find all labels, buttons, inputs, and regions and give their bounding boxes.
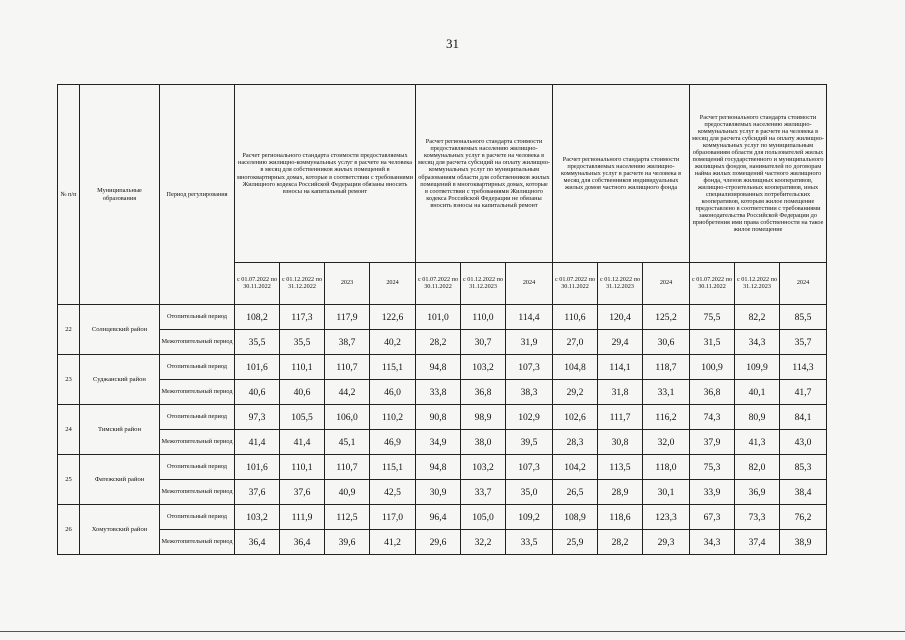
value-cell: 110,7 bbox=[325, 455, 370, 480]
value-cell: 39,5 bbox=[506, 430, 553, 455]
value-cell: 82,2 bbox=[735, 305, 780, 330]
value-cell: 34,3 bbox=[690, 530, 735, 555]
value-cell: 34,3 bbox=[735, 330, 780, 355]
value-cell: 38,0 bbox=[461, 430, 506, 455]
value-cell: 108,9 bbox=[553, 505, 598, 530]
table-row bbox=[58, 380, 827, 405]
value-cell: 107,3 bbox=[506, 455, 553, 480]
period-label: Межотопительный период bbox=[160, 330, 235, 355]
value-cell: 111,7 bbox=[598, 405, 643, 430]
value-cell: 114,4 bbox=[506, 305, 553, 330]
value-cell: 103,2 bbox=[235, 505, 280, 530]
value-cell: 110,2 bbox=[370, 405, 416, 430]
period-label: Межотопительный период bbox=[160, 480, 235, 505]
value-cell: 84,1 bbox=[780, 405, 827, 430]
value-cell: 37,4 bbox=[735, 530, 780, 555]
value-cell: 28,2 bbox=[416, 330, 461, 355]
value-cell: 41,2 bbox=[370, 530, 416, 555]
value-cell: 112,5 bbox=[325, 505, 370, 530]
value-cell: 37,9 bbox=[690, 430, 735, 455]
value-cell: 67,3 bbox=[690, 505, 735, 530]
value-cell: 40,2 bbox=[370, 330, 416, 355]
value-cell: 36,4 bbox=[280, 530, 325, 555]
value-cell: 29,3 bbox=[643, 530, 690, 555]
value-cell: 94,8 bbox=[416, 355, 461, 380]
value-cell: 41,4 bbox=[235, 430, 280, 455]
period-label: Отопительный период bbox=[160, 505, 235, 530]
value-cell: 110,7 bbox=[325, 355, 370, 380]
value-cell: 26,5 bbox=[553, 480, 598, 505]
page-edge-line bbox=[0, 631, 905, 632]
header-group-1: Расчет регионального стандарта стоимости предоставляемых населению жилищно-коммунальных услуг в расчете на человека в месяц для собственников жилых помещений в многоквартирных домах, которые в соответствии с требованиями Жилищного кодекса Российской Федерации обязаны вносить взносы на капитальный ремонт bbox=[235, 85, 416, 263]
value-cell: 105,0 bbox=[461, 505, 506, 530]
value-cell: 101,6 bbox=[235, 355, 280, 380]
row-number: 22 bbox=[58, 305, 80, 355]
value-cell: 35,5 bbox=[235, 330, 280, 355]
value-cell: 33,5 bbox=[506, 530, 553, 555]
table-row bbox=[58, 355, 827, 380]
value-cell: 39,6 bbox=[325, 530, 370, 555]
value-cell: 109,2 bbox=[506, 505, 553, 530]
value-cell: 43,0 bbox=[780, 430, 827, 455]
subheader: с 01.07.2022 по 30.11.2022 bbox=[553, 263, 598, 305]
value-cell: 118,6 bbox=[598, 505, 643, 530]
value-cell: 116,2 bbox=[643, 405, 690, 430]
value-cell: 73,3 bbox=[735, 505, 780, 530]
value-cell: 30,7 bbox=[461, 330, 506, 355]
value-cell: 41,3 bbox=[735, 430, 780, 455]
value-cell: 36,8 bbox=[461, 380, 506, 405]
value-cell: 38,9 bbox=[780, 530, 827, 555]
value-cell: 29,6 bbox=[416, 530, 461, 555]
subheader: с 01.12.2022 по 31.12.2023 bbox=[598, 263, 643, 305]
value-cell: 101,6 bbox=[235, 455, 280, 480]
value-cell: 117,9 bbox=[325, 305, 370, 330]
value-cell: 45,1 bbox=[325, 430, 370, 455]
value-cell: 76,2 bbox=[780, 505, 827, 530]
value-cell: 42,5 bbox=[370, 480, 416, 505]
value-cell: 31,5 bbox=[690, 330, 735, 355]
district-name: Суджанский район bbox=[80, 355, 160, 405]
table-row bbox=[58, 530, 827, 555]
value-cell: 123,3 bbox=[643, 505, 690, 530]
row-number: 23 bbox=[58, 355, 80, 405]
value-cell: 102,9 bbox=[506, 405, 553, 430]
row-number: 26 bbox=[58, 505, 80, 555]
value-cell: 118,0 bbox=[643, 455, 690, 480]
value-cell: 41,7 bbox=[780, 380, 827, 405]
value-cell: 36,8 bbox=[690, 380, 735, 405]
value-cell: 44,2 bbox=[325, 380, 370, 405]
period-label: Межотопительный период bbox=[160, 530, 235, 555]
value-cell: 29,4 bbox=[598, 330, 643, 355]
value-cell: 115,1 bbox=[370, 455, 416, 480]
value-cell: 32,2 bbox=[461, 530, 506, 555]
value-cell: 120,4 bbox=[598, 305, 643, 330]
value-cell: 46,9 bbox=[370, 430, 416, 455]
value-cell: 29,2 bbox=[553, 380, 598, 405]
district-name: Хомутовский район bbox=[80, 505, 160, 555]
value-cell: 40,9 bbox=[325, 480, 370, 505]
period-label: Отопительный период bbox=[160, 455, 235, 480]
value-cell: 74,3 bbox=[690, 405, 735, 430]
district-name: Солнцевский район bbox=[80, 305, 160, 355]
period-label: Отопительный период bbox=[160, 355, 235, 380]
value-cell: 100,9 bbox=[690, 355, 735, 380]
value-cell: 28,3 bbox=[553, 430, 598, 455]
subheader: 2024 bbox=[643, 263, 690, 305]
value-cell: 40,6 bbox=[280, 380, 325, 405]
value-cell: 102,6 bbox=[553, 405, 598, 430]
period-label: Межотопительный период bbox=[160, 430, 235, 455]
table-row bbox=[58, 430, 827, 455]
value-cell: 113,5 bbox=[598, 455, 643, 480]
value-cell: 103,2 bbox=[461, 355, 506, 380]
period-label: Отопительный период bbox=[160, 305, 235, 330]
value-cell: 96,4 bbox=[416, 505, 461, 530]
value-cell: 38,3 bbox=[506, 380, 553, 405]
value-cell: 28,2 bbox=[598, 530, 643, 555]
value-cell: 101,0 bbox=[416, 305, 461, 330]
value-cell: 38,7 bbox=[325, 330, 370, 355]
value-cell: 28,9 bbox=[598, 480, 643, 505]
subheader: 2023 bbox=[325, 263, 370, 305]
value-cell: 35,7 bbox=[780, 330, 827, 355]
value-cell: 36,9 bbox=[735, 480, 780, 505]
row-number: 24 bbox=[58, 405, 80, 455]
period-label: Межотопительный период bbox=[160, 380, 235, 405]
header-group-3: Расчет регионального стандарта стоимости предоставляемых населению жилищно-коммунальных услуг в расчете на человека в месяц для собственников индивидуальных жилых домов частного жилищного фонда bbox=[553, 85, 690, 263]
value-cell: 110,0 bbox=[461, 305, 506, 330]
value-cell: 40,1 bbox=[735, 380, 780, 405]
value-cell: 34,9 bbox=[416, 430, 461, 455]
table-body bbox=[58, 305, 827, 555]
value-cell: 35,5 bbox=[280, 330, 325, 355]
value-cell: 117,0 bbox=[370, 505, 416, 530]
value-cell: 35,0 bbox=[506, 480, 553, 505]
header-period: Период регулирования bbox=[160, 85, 235, 305]
page-number: 31 bbox=[446, 36, 459, 51]
value-cell: 108,2 bbox=[235, 305, 280, 330]
table-row bbox=[58, 305, 827, 330]
table-row bbox=[58, 505, 827, 530]
subheader: 2024 bbox=[370, 263, 416, 305]
value-cell: 33,7 bbox=[461, 480, 506, 505]
header-group-4: Расчет регионального стандарта стоимости предоставляемых населению жилищно-коммунальных услуг в расчете на человека в месяц для расчета субсидий на оплату жилищно-коммунальных услуг по муниципальным образованиям области для пользователей жилых помещений государственного и муниципального жилищных фондов, нанимателей по договорам найма жилых помещений частного жилищного фонда, членов жилищных кооперативов, жилищно-строительных кооперативов, иных специализированных потребительских кооперативов, которым жилое помещение предоставлено в соответствии с требованиями законодательства Российской Федерации до приобретения ими права собственности на такое жилое помещение bbox=[690, 85, 827, 263]
value-cell: 110,1 bbox=[280, 355, 325, 380]
value-cell: 114,1 bbox=[598, 355, 643, 380]
value-cell: 114,3 bbox=[780, 355, 827, 380]
value-cell: 25,9 bbox=[553, 530, 598, 555]
value-cell: 97,3 bbox=[235, 405, 280, 430]
period-label: Отопительный период bbox=[160, 405, 235, 430]
value-cell: 90,8 bbox=[416, 405, 461, 430]
value-cell: 115,1 bbox=[370, 355, 416, 380]
table-row bbox=[58, 405, 827, 430]
subheader: 2024 bbox=[506, 263, 553, 305]
value-cell: 105,5 bbox=[280, 405, 325, 430]
header-no: № п/п bbox=[58, 85, 80, 305]
table-row bbox=[58, 330, 827, 355]
value-cell: 37,6 bbox=[280, 480, 325, 505]
value-cell: 106,0 bbox=[325, 405, 370, 430]
value-cell: 41,4 bbox=[280, 430, 325, 455]
value-cell: 98,9 bbox=[461, 405, 506, 430]
value-cell: 31,9 bbox=[506, 330, 553, 355]
value-cell: 30,6 bbox=[643, 330, 690, 355]
value-cell: 31,8 bbox=[598, 380, 643, 405]
subheader: 2024 bbox=[780, 263, 827, 305]
standards-table bbox=[57, 84, 827, 555]
value-cell: 37,6 bbox=[235, 480, 280, 505]
value-cell: 111,9 bbox=[280, 505, 325, 530]
value-cell: 36,4 bbox=[235, 530, 280, 555]
value-cell: 46,0 bbox=[370, 380, 416, 405]
value-cell: 75,3 bbox=[690, 455, 735, 480]
value-cell: 30,1 bbox=[643, 480, 690, 505]
value-cell: 27,0 bbox=[553, 330, 598, 355]
value-cell: 104,2 bbox=[553, 455, 598, 480]
value-cell: 107,3 bbox=[506, 355, 553, 380]
value-cell: 94,8 bbox=[416, 455, 461, 480]
value-cell: 80,9 bbox=[735, 405, 780, 430]
value-cell: 33,1 bbox=[643, 380, 690, 405]
header-municipality: Муниципальные образования bbox=[80, 85, 160, 305]
value-cell: 110,1 bbox=[280, 455, 325, 480]
value-cell: 117,3 bbox=[280, 305, 325, 330]
subheader: с 01.07.2022 по 30.11.2022 bbox=[235, 263, 280, 305]
subheader: с 01.07.2022 по 30.11.2022 bbox=[416, 263, 461, 305]
value-cell: 75,5 bbox=[690, 305, 735, 330]
value-cell: 118,7 bbox=[643, 355, 690, 380]
value-cell: 103,2 bbox=[461, 455, 506, 480]
table-row bbox=[58, 455, 827, 480]
value-cell: 110,6 bbox=[553, 305, 598, 330]
subheader: с 01.07.2022 по 30.11.2022 bbox=[690, 263, 735, 305]
value-cell: 85,5 bbox=[780, 305, 827, 330]
value-cell: 85,3 bbox=[780, 455, 827, 480]
subheader: с 01.12.2022 по 31.12.2022 bbox=[280, 263, 325, 305]
value-cell: 33,9 bbox=[690, 480, 735, 505]
value-cell: 82,0 bbox=[735, 455, 780, 480]
value-cell: 33,8 bbox=[416, 380, 461, 405]
subheader: с 01.12.2022 по 31.12.2023 bbox=[461, 263, 506, 305]
value-cell: 125,2 bbox=[643, 305, 690, 330]
value-cell: 30,8 bbox=[598, 430, 643, 455]
value-cell: 38,4 bbox=[780, 480, 827, 505]
value-cell: 104,8 bbox=[553, 355, 598, 380]
district-name: Фатежский район bbox=[80, 455, 160, 505]
header-group-2: Расчет регионального стандарта стоимости предоставляемых населению жилищно-коммунальных услуг в расчете на человека в месяц для расчета субсидий на оплату жилищно-коммунальных услуг по муниципальным образованиям области для собственников жилых помещений в многоквартирных домах, которые в соответствии с требованиями Жилищного кодекса Российской Федерации не обязаны вносить взносы на капитальный ремонт bbox=[416, 85, 553, 263]
subheader: с 01.12.2022 по 31.12.2023 bbox=[735, 263, 780, 305]
value-cell: 30,9 bbox=[416, 480, 461, 505]
district-name: Тимский район bbox=[80, 405, 160, 455]
value-cell: 122,6 bbox=[370, 305, 416, 330]
standards-table-wrapper bbox=[57, 84, 827, 555]
value-cell: 32,0 bbox=[643, 430, 690, 455]
table-row bbox=[58, 480, 827, 505]
value-cell: 109,9 bbox=[735, 355, 780, 380]
row-number: 25 bbox=[58, 455, 80, 505]
value-cell: 40,6 bbox=[235, 380, 280, 405]
